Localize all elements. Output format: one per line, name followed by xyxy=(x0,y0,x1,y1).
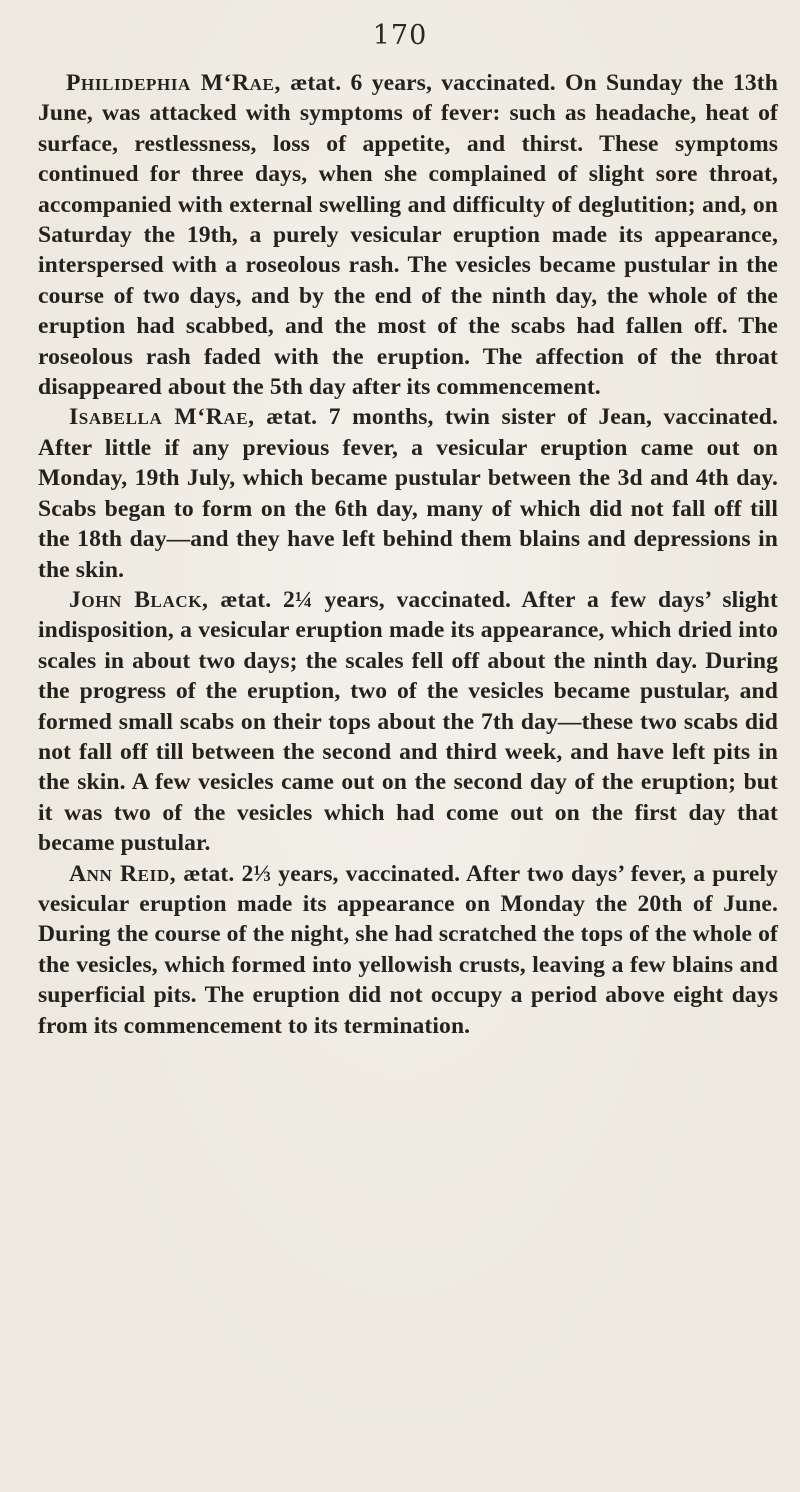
case-description: ætat. 2¼ years, vaccinated. After a few days’ slight indisposition, a vesicular eruption made its appearance, which dried into scales in about two days; the scales fell off about the ninth day. During the progress of the eruption, two of the vesicles became pustular, and formed small scabs on their tops about the 7th day—these two scabs did not fall off till between the second and third week, and have left pits in the skin. A few vesicles came out on the second day of the eruption; but it was two of the vesicles which had come out on the first day that became pustular. xyxy=(38,586,778,857)
case-paragraph xyxy=(38,68,778,402)
body-text xyxy=(38,68,778,1041)
patient-name: Ann Reid, xyxy=(69,860,177,887)
patient-name: John Black, xyxy=(69,586,209,613)
case-description: ætat. 6 years, vaccinated. On Sunday the 13th June, was attacked with symptoms of fever: such as headache, heat of surface, restlessness, loss of appetite, and thirst. These symptoms continued for three days, when she complained of slight sore throat, accompanied with external swelling and difficulty of deglutition; and, on Saturday the 19th, a purely vesicular eruption made its appearance, interspersed with a roseolous rash. The vesicles became pustular in the course of two days, and by the end of the ninth day, the whole of the eruption had scabbed, and the most of the scabs had fallen off. The roseolous rash faded with the eruption. The affection of the throat disappeared about the 5th day after its commencement. xyxy=(38,70,778,401)
case-description: ætat. 7 months, twin sister of Jean, vaccinated. After little if any previous fever, a vesicular eruption came out on Monday, 19th July, which became pustular between the 3d and 4th day. Scabs began to form on the 6th day, many of which did not fall off till the 18th day—and they have left behind them blains and depressions in the skin. xyxy=(38,404,778,583)
case-paragraph xyxy=(38,859,778,1041)
patient-name: Isabella M‘Rae, xyxy=(69,404,255,431)
page-number: 170 xyxy=(372,20,428,51)
patient-name: Philidephia M‘Rae, xyxy=(66,70,281,96)
case-paragraph xyxy=(38,402,778,584)
case-description: ætat. 2⅓ years, vaccinated. After two days’ fever, a purely vesicular eruption made its appearance on Monday the 20th of June. During the course of the night, she had scratched the tops of the whole of the vesicles, which formed into yellowish crusts, leaving a few blains and superficial pits. The eruption did not occupy a period above eight days from its commencement to its termination. xyxy=(38,860,779,1039)
case-paragraph xyxy=(38,585,778,859)
